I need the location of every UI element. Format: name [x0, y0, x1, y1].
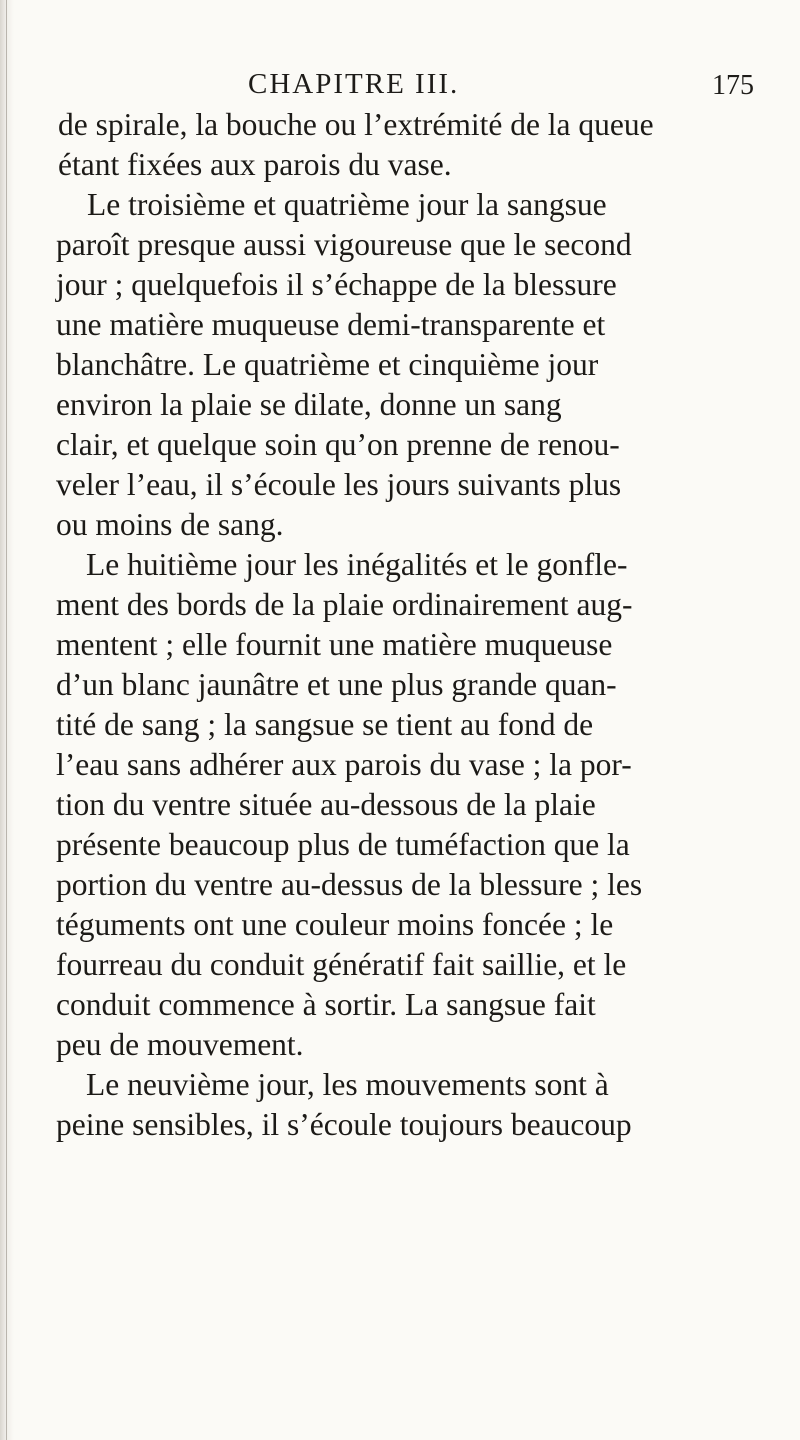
text-line-23: conduit commence à sortir. La sangsue fait [56, 987, 596, 1022]
text-line-6: une matière muqueuse demi-transparente et [56, 307, 606, 342]
page-binding-shadow [0, 0, 14, 1440]
text-line-11: ou moins de sang. [56, 507, 284, 542]
text-line-26: peine sensibles, il s’écoule toujours beaucoup [56, 1107, 632, 1142]
text-line-1: de spirale, la bouche ou l’extrémité de la queue [58, 107, 654, 142]
text-line-13: ment des bords de la plaie ordinairement aug- [56, 587, 633, 622]
text-line-12: Le huitième jour les inégalités et le gonfle- [86, 547, 628, 582]
text-line-4: paroît presque aussi vigoureuse que le second [56, 227, 632, 262]
text-line-20: portion du ventre au-dessus de la blessure ; les [56, 867, 643, 902]
text-line-10: veler l’eau, il s’écoule les jours suivants plus [56, 467, 622, 502]
text-line-16: tité de sang ; la sangsue se tient au fond de [56, 707, 594, 742]
text-line-3: Le troisième et quatrième jour la sangsue [87, 187, 607, 222]
text-line-24: peu de mouvement. [56, 1027, 304, 1062]
text-line-25: Le neuvième jour, les mouvements sont à [86, 1067, 609, 1102]
chapter-title: CHAPITRE III. [248, 68, 460, 100]
text-line-17: l’eau sans adhérer aux parois du vase ; la por- [56, 747, 632, 782]
text-line-9: clair, et quelque soin qu’on prenne de renou- [56, 427, 620, 462]
page-binding-edge [6, 0, 7, 1440]
text-line-22: fourreau du conduit génératif fait saillie, et le [56, 947, 627, 982]
text-line-19: présente beaucoup plus de tuméfaction que la [56, 827, 630, 862]
text-line-15: d’un blanc jaunâtre et une plus grande quan- [56, 667, 617, 702]
text-line-8: environ la plaie se dilate, donne un sang [56, 387, 562, 422]
text-line-7: blanchâtre. Le quatrième et cinquième jour [56, 347, 599, 382]
text-line-21: téguments ont une couleur moins foncée ; le [56, 907, 614, 942]
page-number: 175 [712, 70, 754, 101]
running-header [0, 68, 800, 108]
text-line-18: tion du ventre située au-dessous de la plaie [56, 787, 596, 822]
text-line-5: jour ; quelquefois il s’échappe de la blessure [56, 267, 617, 302]
text-line-14: mentent ; elle fournit une matière muqueuse [56, 627, 613, 662]
text-line-2: étant fixées aux parois du vase. [58, 147, 452, 182]
